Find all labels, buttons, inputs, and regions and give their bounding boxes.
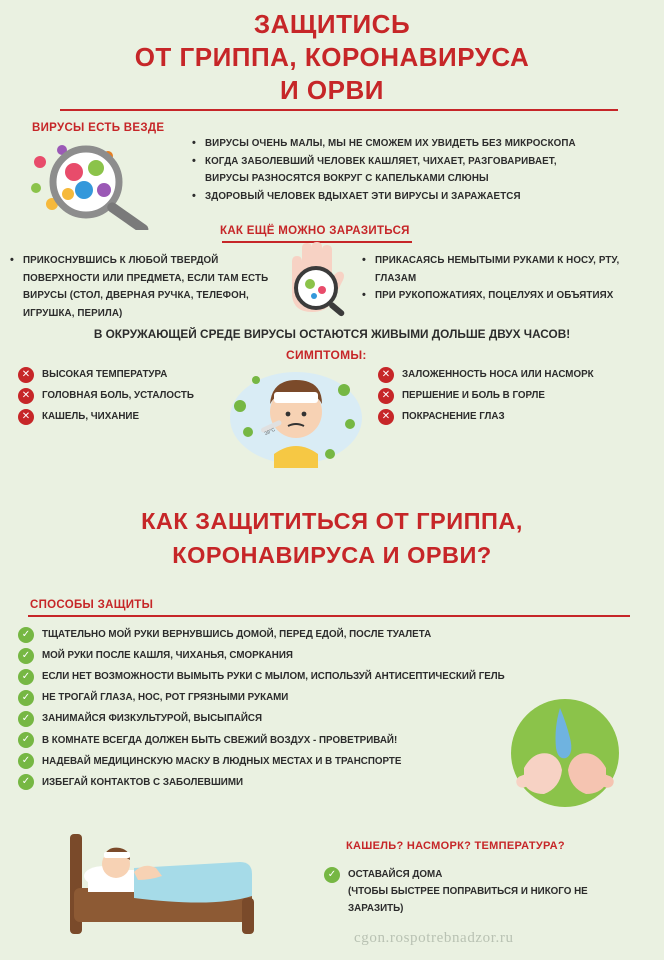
child-in-bed-icon [64,828,264,938]
x-mark-icon: ✕ [378,367,394,383]
check-mark-icon: ✓ [18,711,34,727]
viruses-list [192,135,592,205]
viruses-item-3: • ЗДОРОВЫЙ ЧЕЛОВЕК ВДЫХАЕТ ЭТИ ВИРУСЫ И ЗАРАЖАЕТСЯ [192,188,592,206]
infection-right-item-1: • ПРИКАСАЯСЬ НЕМЫТЫМИ РУКАМИ К НОСУ, РТУ, ГЛАЗАМ [362,252,632,287]
viruses-heading: ВИРУСЫ ЕСТЬ ВЕЗДЕ [32,122,165,134]
protection-heading: СПОСОБЫ ЗАЩИТЫ [30,599,154,611]
protection-item-8: ✓ ИЗБЕГАЙ КОНТАКТОВ С ЗАБОЛЕВШИМИ [18,772,518,793]
x-mark-icon: ✕ [18,388,34,404]
infection-right-list [362,252,632,305]
symptoms-left-list [18,364,228,427]
infection-right-item-2: • ПРИ РУКОПОЖАТИЯХ, ПОЦЕЛУЯХ И ОБЪЯТИЯХ [362,287,632,305]
symptom-right-2: ✕ ПЕРШЕНИЕ И БОЛЬ В ГОРЛЕ [378,385,638,406]
check-mark-icon: ✓ [18,690,34,706]
x-mark-icon: ✕ [378,388,394,404]
main-title-line-3: И ОРВИ [280,75,384,105]
x-mark-icon: ✕ [18,367,34,383]
protection-item-2: ✓ МОЙ РУКИ ПОСЛЕ КАШЛЯ, ЧИХАНЬЯ, СМОРКАНИЯ [18,645,518,666]
stay-home-line-1: ОСТАВАЙСЯ ДОМА [348,869,443,880]
protect-title [0,504,664,572]
viruses-item-1: • ВИРУСЫ ОЧЕНЬ МАЛЫ, МЫ НЕ СМОЖЕМ ИХ УВИДЕТЬ БЕЗ МИКРОСКОПА [192,135,592,153]
hands-washing-icon [510,698,620,808]
check-mark-icon: ✓ [18,627,34,643]
symptom-right-3: ✕ ПОКРАСНЕНИЕ ГЛАЗ [378,406,638,427]
check-mark-icon: ✓ [18,774,34,790]
viruses-item-2: • КОГДА ЗАБОЛЕВШИЙ ЧЕЛОВЕК КАШЛЯЕТ, ЧИХАЕТ, РАЗГОВАРИВАЕТ, ВИРУСЫ РАЗНОСЯТСЯ ВОКРУГ С КАПЕЛЬКАМИ СЛЮНЫ [192,153,575,188]
protect-title-line-2: КОРОНАВИРУСА И ОРВИ? [172,542,492,568]
x-mark-icon: ✕ [18,409,34,425]
sick-child-icon [226,358,366,468]
check-mark-icon: ✓ [18,669,34,685]
protection-list [18,624,518,793]
thermometer-label: 39°C [263,426,277,438]
check-mark-icon: ✓ [324,867,340,883]
infection-left-item-1: • ПРИКОСНУВШИСЬ К ЛЮБОЙ ТВЕРДОЙ ПОВЕРХНОСТИ ИЛИ ПРЕДМЕТА, ЕСЛИ ТАМ ЕСТЬ ВИРУСЫ (СТОЛ, ДВЕРНАЯ РУЧКА, ТЕЛЕФОН, ИГРУШКА, ПЕРИЛА) [10,252,278,322]
check-mark-icon: ✓ [18,648,34,664]
main-title-line-1: ЗАЩИТИСЬ [253,9,411,39]
stay-home-line-2: (ЧТОБЫ БЫСТРЕЕ ПОПРАВИТЬСЯ И НИКОГО НЕ ЗАРАЗИТЬ) [348,886,588,914]
protection-divider [28,615,630,617]
infection-left-list [10,252,278,322]
symptoms-heading: СИМПТОМЫ: [286,348,367,362]
check-mark-icon: ✓ [18,753,34,769]
stay-home-row [324,866,644,883]
hand-virus-icon [282,242,352,322]
protection-item-3: ✓ ЕСЛИ НЕТ ВОЗМОЖНОСТИ ВЫМЫТЬ РУКИ С МЫЛОМ, ИСПОЛЬЗУЙ АНТИСЕПТИЧЕСКИЙ ГЕЛЬ [18,666,518,687]
check-mark-icon: ✓ [18,732,34,748]
protection-item-7: ✓ НАДЕВАЙ МЕДИЦИНСКУЮ МАСКУ В ЛЮДНЫХ МЕСТАХ И В ТРАНСПОРТЕ [18,751,518,772]
symptom-left-3: ✕ КАШЕЛЬ, ЧИХАНИЕ [18,406,228,427]
stay-home-block [324,866,644,917]
survival-note: В ОКРУЖАЮЩЕЙ СРЕДЕ ВИРУСЫ ОСТАЮТСЯ ЖИВЫМИ ДОЛЬШЕ ДВУХ ЧАСОВ! [93,327,571,341]
protection-item-4: ✓ НЕ ТРОГАЙ ГЛАЗА, НОС, РОТ ГРЯЗНЫМИ РУКАМИ [18,687,518,708]
infection-heading: КАК ЕЩЁ МОЖНО ЗАРАЗИТЬСЯ [220,225,410,237]
protection-item-5: ✓ ЗАНИМАЙСЯ ФИЗКУЛЬТУРОЙ, ВЫСЫПАЙСЯ [18,708,518,729]
symptom-left-2: ✕ ГОЛОВНАЯ БОЛЬ, УСТАЛОСТЬ [18,385,228,406]
sick-heading: КАШЕЛЬ? НАСМОРК? ТЕМПЕРАТУРА? [346,840,565,852]
x-mark-icon: ✕ [378,409,394,425]
protection-item-6: ✓ В КОМНАТЕ ВСЕГДА ДОЛЖЕН БЫТЬ СВЕЖИЙ ВОЗДУХ - ПРОВЕТРИВАЙ! [18,729,518,750]
symptoms-right-list [378,364,638,427]
protect-title-line-1: КАК ЗАЩИТИТЬСЯ ОТ ГРИППА, [141,508,523,534]
main-title-line-2: ОТ ГРИППА, КОРОНАВИРУСА [134,42,530,72]
symptom-left-1: ✕ ВЫСОКАЯ ТЕМПЕРАТУРА [18,364,228,385]
magnifier-virus-icon [22,138,182,230]
symptom-right-1: ✕ ЗАЛОЖЕННОСТЬ НОСА ИЛИ НАСМОРК [378,364,638,385]
title-divider [60,109,618,111]
protection-item-1: ✓ ТЩАТЕЛЬНО МОЙ РУКИ ВЕРНУВШИСЬ ДОМОЙ, ПЕРЕД ЕДОЙ, ПОСЛЕ ТУАЛЕТА [18,624,518,645]
source-watermark: cgon.rospotrebnadzor.ru [354,930,514,946]
main-title [0,8,664,107]
